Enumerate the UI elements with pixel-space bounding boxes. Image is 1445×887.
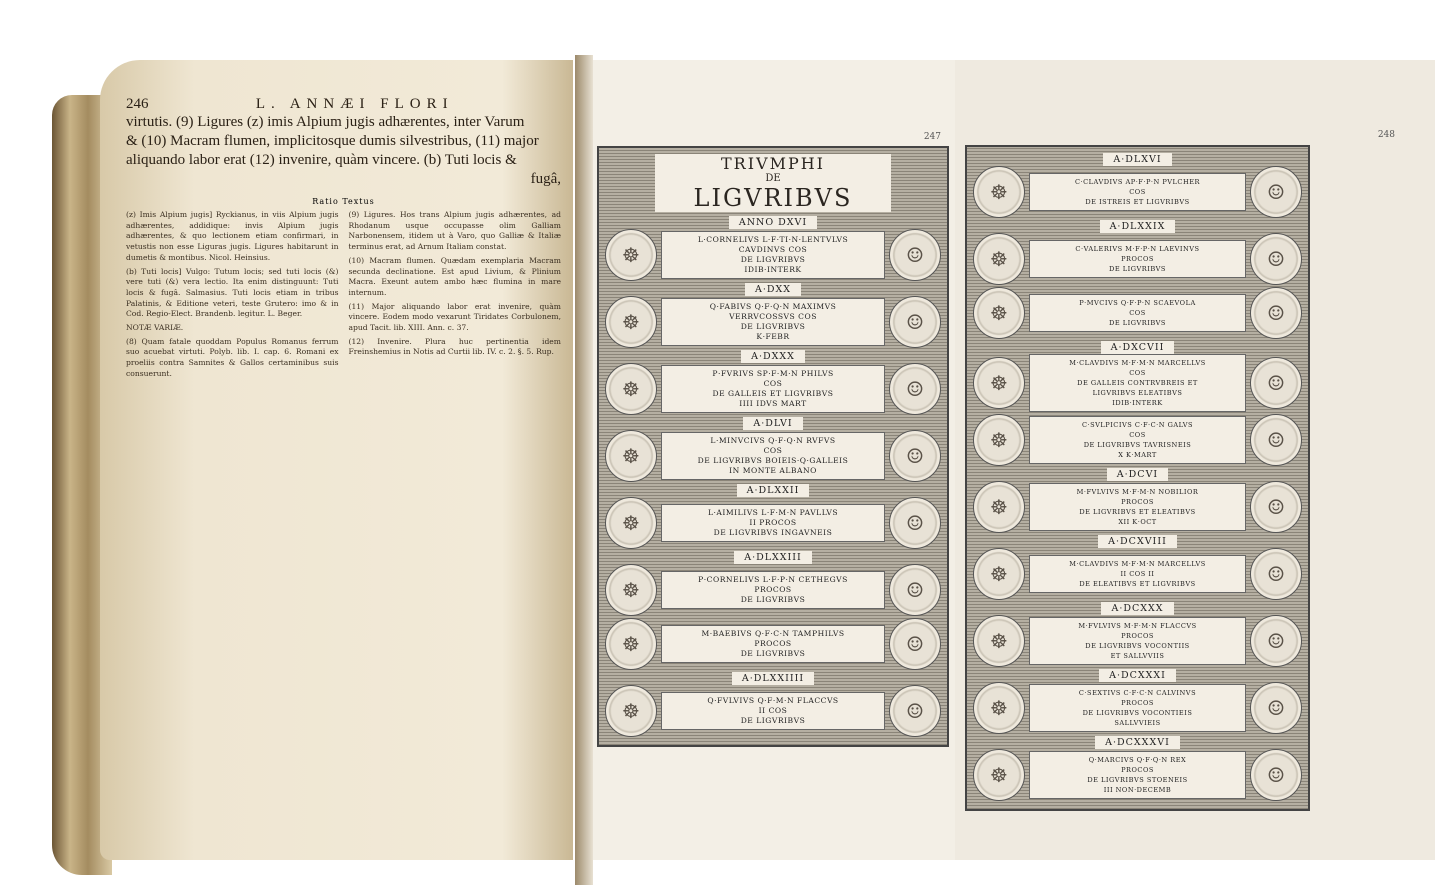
inscription-line: C·VALERIVS M·F·P·N LAEVINVS [1075, 245, 1200, 253]
triumph-entry [605, 417, 941, 482]
main-text-line: aliquando labor erat (12) invenire, quàm vincere. (b) Tuti locis & [126, 152, 517, 168]
inscription-line: II COS [758, 706, 788, 715]
inscription-line: DE GALLEIS CONTRVBREIS ET [1077, 379, 1198, 387]
entry-year: A·DCVI [1107, 468, 1168, 481]
triumph-entry [973, 414, 1302, 466]
engraved-plate-triumphs-continued [965, 145, 1310, 811]
entry-year: A·DCXXXVI [1095, 736, 1180, 749]
inscription-line: L·CORNELIVS L·F·TI·N·LENTVLVS [697, 235, 849, 244]
inscription-line: DE LIGVRIBVS ET ELEATIBVS [1079, 508, 1196, 516]
triumph-entry [605, 484, 941, 549]
entry-body [973, 615, 1302, 667]
inscription [661, 625, 885, 663]
coin-head-icon: ☺ [1250, 615, 1302, 667]
inscription-line: L·MINVCIVS Q·F·Q·N RVFVS [710, 436, 836, 445]
inscription-line: P·CORNELIVS L·F·P·N CETHEGVS [698, 575, 848, 584]
triumph-entry [973, 153, 1302, 218]
entry-year: A·DLXXIIII [732, 672, 814, 685]
coin-chariot-icon: ☸ [973, 166, 1025, 218]
entry-year: ANNO DXVI [729, 216, 817, 229]
title-line: LIGVRIBVS [693, 184, 853, 212]
inscription [1029, 751, 1246, 799]
inscription-line: DE LIGVRIBVS BOIEIS·Q·GALLEIS [697, 456, 849, 465]
coin-chariot-icon: ☸ [605, 685, 657, 737]
entry-body [605, 430, 941, 482]
gutter [575, 55, 593, 885]
plate-page-left [593, 60, 955, 860]
entry-year: A·DXXX [741, 350, 805, 363]
inscription-line: PROCOS [1121, 699, 1154, 707]
inscription-line: IDIB·INTERK [1112, 399, 1163, 407]
inscription-line: M·BAEBIVS Q·F·C·N TAMPHILVS [701, 629, 845, 638]
note-paragraph: (8) Quam fatale quoddam Populus Romanus ferrum suo acuebat virtuti. Polyb. lib. I. cap. 6. Romani ex proeliis contra Samnites & Gallos certaminibus suis consuerunt. [126, 336, 339, 378]
inscription-line: XII K·OCT [1118, 518, 1157, 526]
coin-head-icon: ☺ [889, 618, 941, 670]
triumph-entry [973, 535, 1302, 600]
inscription [661, 298, 885, 346]
inscription-line: IIII IDVS MART [739, 399, 807, 408]
inscription [1029, 416, 1246, 464]
inscription-line: DE ISTREIS ET LIGVRIBVS [1085, 198, 1190, 206]
inscription-line: P·FVRIVS SP·F·M·N PHILVS [712, 369, 834, 378]
entry-body [605, 229, 941, 281]
inscription-line: DE LIGVRIBVS [740, 716, 806, 725]
inscription-line: DE LIGVRIBVS STOENEIS [1087, 776, 1188, 784]
inscription-line: DE LIGVRIBVS VOCONTIIS [1085, 642, 1190, 650]
inscription-line: COS [763, 379, 783, 388]
coin-head-icon: ☺ [1250, 481, 1302, 533]
entry-body [605, 497, 941, 549]
inscription-line: III NON·DECEMB [1103, 786, 1172, 794]
coin-head-icon: ☺ [889, 685, 941, 737]
inscription-line: DE LIGVRIBVS INGAVNEIS [713, 528, 833, 537]
text-page [100, 60, 573, 860]
entry-body [973, 749, 1302, 801]
inscription [1029, 240, 1246, 278]
coin-chariot-icon: ☸ [973, 749, 1025, 801]
inscription-line: DE LIGVRIBVS [1109, 265, 1166, 273]
inscription-line: DE ELEATIBVS ET LIGVRIBVS [1079, 580, 1196, 588]
main-text [126, 113, 561, 189]
coin-chariot-icon: ☸ [973, 481, 1025, 533]
inscription-line: Q·FVLVIVS Q·F·M·N FLACCVS [707, 696, 839, 705]
inscription-line: DE LIGVRIBVS VOCONTIEIS [1082, 709, 1193, 717]
coin-chariot-icon: ☸ [605, 363, 657, 415]
inscription [1029, 294, 1246, 332]
coin-chariot-icon: ☸ [973, 615, 1025, 667]
inscription-line: SALLVVIEIS [1114, 719, 1161, 727]
inscription-line: DE LIGVRIBVS [740, 649, 806, 658]
plate-title [655, 154, 891, 212]
triumph-entry [973, 220, 1302, 285]
inscription-line: CAVDINVS COS [738, 245, 808, 254]
coin-chariot-icon: ☸ [605, 618, 657, 670]
note-paragraph: (12) Invenire. Plura huc pertinentia idem Freinshemius in Notis ad Curtii lib. IV. c. 2. §. 5. Rup. [348, 336, 561, 357]
inscription [1029, 354, 1246, 412]
inscription-line: DE GALLEIS ET LIGVRIBVS [712, 389, 834, 398]
entry-year: A·DCXXX [1101, 602, 1173, 615]
note-paragraph: (10) Macram flumen. Quædam exemplaria Macram secunda declinatione. Est apud Livium, & Plinium Macra. Exeunt autem ambo hæc flumina in mare internum. [348, 255, 561, 297]
triumph-entry [605, 350, 941, 415]
coin-head-icon: ☺ [1250, 749, 1302, 801]
entry-body [605, 618, 941, 670]
entry-body [973, 481, 1302, 533]
coin-head-icon: ☺ [889, 296, 941, 348]
title-line: DE [765, 173, 781, 184]
coin-head-icon: ☺ [1250, 357, 1302, 409]
inscription-line: COS [763, 446, 783, 455]
entry-body [605, 363, 941, 415]
entry-body [605, 564, 941, 616]
page-number: 246 [126, 96, 149, 112]
inscription-line: Q·MARCIVS Q·F·Q·N REX [1088, 756, 1187, 764]
coin-head-icon: ☺ [889, 229, 941, 281]
coin-head-icon: ☺ [889, 497, 941, 549]
inscription-line: II PROCOS [749, 518, 797, 527]
inscription-line: P·MVCIVS Q·F·P·N SCAEVOLA [1079, 299, 1196, 307]
coin-head-icon: ☺ [1250, 414, 1302, 466]
inscription-line: Q·FABIVS Q·F·Q·N MAXIMVS [709, 302, 837, 311]
inscription-line: DE LIGVRIBVS [740, 595, 806, 604]
inscription-line: PROCOS [1121, 498, 1154, 506]
triumph-entry [973, 468, 1302, 533]
inscription-line: IDIB·INTERK [744, 265, 802, 274]
foldout-plate-page [955, 60, 1435, 860]
entry-body [605, 685, 941, 737]
inscription-line: C·SEXTIVS C·F·C·N CALVINVS [1078, 689, 1197, 697]
inscription [1029, 483, 1246, 531]
inscription-line: M·FVLVIVS M·F·M·N NOBILIOR [1076, 488, 1199, 496]
inscription-line: DE LIGVRIBVS TAVRISNEIS [1083, 441, 1192, 449]
entry-body [973, 354, 1302, 412]
inscription-line: PROCOS [1121, 632, 1154, 640]
coin-chariot-icon: ☸ [973, 682, 1025, 734]
coin-chariot-icon: ☸ [973, 233, 1025, 285]
inscription-line: COS [1129, 369, 1146, 377]
note-paragraph: (b) Tuti locis] Vulgo: Tutum locis; sed tuti locis (&) vere tuti (&) vera lectio. Ita enim distinguunt: Tuti locis & fugâ. Salmasius. Tuti locis etiam in tribus Palatinis, & Editione veteri, teste Grutero: imo & in Cod. Regio-Elect. Brandenb. legitur. L. Beger. [126, 266, 339, 319]
inscription-line: M·FVLVIVS M·F·M·N FLACCVS [1078, 622, 1197, 630]
coin-head-icon: ☺ [1250, 166, 1302, 218]
entry-year: A·DLXXIII [734, 551, 812, 564]
inscription-line: PROCOS [754, 639, 792, 648]
page-header [126, 96, 561, 113]
entry-year: A·DXCVII [1101, 341, 1175, 354]
note-paragraph: NOTÆ VARIÆ. [126, 323, 184, 333]
triumph-entry [605, 283, 941, 348]
inscription-line: X K·MART [1118, 451, 1157, 459]
main-text-line: fugâ, [530, 171, 561, 187]
triumph-entry [973, 602, 1302, 667]
inscription-line: DE LIGVRIBVS [1109, 319, 1166, 327]
inscription-line: DE LIGVRIBVS [740, 322, 806, 331]
inscription-line: K·FEBR [756, 332, 790, 341]
inscription-line: PROCOS [754, 585, 792, 594]
inscription-line: COS [1129, 309, 1146, 317]
coin-chariot-icon: ☸ [973, 414, 1025, 466]
entry-body [973, 233, 1302, 285]
entry-body [973, 414, 1302, 466]
inscription [661, 432, 885, 480]
inscription-line: LIGVRIBVS ELEATIBVS [1092, 389, 1183, 397]
open-book [40, 55, 1435, 887]
title-line: TRIVMPHI [720, 154, 825, 173]
inscription-line: IN MONTE ALBANO [729, 466, 817, 475]
entry-body [973, 548, 1302, 600]
coin-head-icon: ☺ [1250, 548, 1302, 600]
inscription [661, 504, 885, 542]
coin-head-icon: ☺ [1250, 682, 1302, 734]
coin-chariot-icon: ☸ [605, 497, 657, 549]
page-number: 247 [923, 132, 941, 142]
entry-body [973, 287, 1302, 339]
coin-chariot-icon: ☸ [605, 229, 657, 281]
triumph-entry [973, 341, 1302, 412]
note-paragraph: (9) Ligures. Hos trans Alpium jugis adhærentes, ad Rhodanum usque occupasse olim Galliam Narbonensem, itidem ut à Varo, quo Galliæ & Italiæ terminus erat, ad Arnum Italiam constat. [348, 210, 561, 252]
coin-chariot-icon: ☸ [605, 296, 657, 348]
inscription [1029, 173, 1246, 211]
inscription [1029, 684, 1246, 732]
entry-year: A·DLXXIX [1100, 220, 1176, 233]
inscription-line: COS [1129, 188, 1146, 196]
main-text-line: & (10) Macram flumen, implicitosque dumis silvestribus, (11) major [126, 133, 539, 149]
coin-head-icon: ☺ [889, 430, 941, 482]
inscription-line: M·CLAVDIVS M·F·M·N MARCELLVS [1069, 359, 1206, 367]
page-number: 248 [1377, 130, 1395, 140]
inscription-line: PROCOS [1121, 255, 1154, 263]
inscription [661, 692, 885, 730]
inscription-line: ET SALLVVIIS [1110, 652, 1165, 660]
coin-chariot-icon: ☸ [605, 564, 657, 616]
main-text-line: virtutis. (9) Ligures (z) imis Alpium jugis adhærentes, inter Varum [126, 114, 525, 130]
notes-heading: Ratio Textus [312, 197, 375, 206]
inscription [661, 231, 885, 279]
entry-year: A·DCXXXI [1099, 669, 1176, 682]
coin-chariot-icon: ☸ [605, 430, 657, 482]
triumph-entry [605, 618, 941, 670]
coin-chariot-icon: ☸ [973, 548, 1025, 600]
triumph-entry [973, 669, 1302, 734]
inscription-line: C·SVLPICIVS C·F·C·N GALVS [1081, 421, 1194, 429]
entry-year: A·DCXVIII [1098, 535, 1177, 548]
inscription-line: DE LIGVRIBVS [740, 255, 806, 264]
triumph-entry [605, 551, 941, 616]
inscription [661, 365, 885, 413]
coin-head-icon: ☺ [889, 564, 941, 616]
entry-body [973, 682, 1302, 734]
coin-head-icon: ☺ [1250, 287, 1302, 339]
running-head: L. ANNÆI FLORI [255, 96, 454, 112]
coin-chariot-icon: ☸ [973, 287, 1025, 339]
entry-body [605, 296, 941, 348]
triumph-entry [973, 736, 1302, 801]
entry-year: A·DLVI [743, 417, 802, 430]
coin-head-icon: ☺ [1250, 233, 1302, 285]
inscription-line: M·CLAVDIVS M·F·M·N MARCELLVS [1069, 560, 1206, 568]
inscription-line: VERRVCOSSVS COS [729, 312, 817, 321]
inscription-line: L·AIMILIVS L·F·M·N PAVLLVS [707, 508, 839, 517]
entry-year: A·DXX [745, 283, 801, 296]
engraved-plate-triumphs [597, 146, 949, 747]
coin-chariot-icon: ☸ [973, 357, 1025, 409]
inscription [661, 571, 885, 609]
inscription-line: PROCOS [1121, 766, 1154, 774]
entry-year: A·DLXVI [1103, 153, 1171, 166]
triumph-entry [605, 216, 941, 281]
inscription [1029, 617, 1246, 665]
triumph-entry [973, 287, 1302, 339]
entry-body [973, 166, 1302, 218]
note-paragraph: (11) Major aliquando labor erat invenire, quàm vincere. Eodem modo vexarunt Tiridates Corbulonem, apud Tacit. lib. XIII. Ann. c. 37. [348, 301, 561, 333]
inscription-line: II COS II [1120, 570, 1155, 578]
notes [126, 210, 561, 380]
inscription-line: C·CLAVDIVS AP·F·P·N PVLCHER [1074, 178, 1201, 186]
entry-year: A·DLXXII [737, 484, 810, 497]
coin-head-icon: ☺ [889, 363, 941, 415]
inscription [1029, 555, 1246, 593]
triumph-entry [605, 672, 941, 737]
note-paragraph: (z) Imis Alpium jugis] Ryckianus, in viis Alpium jugis adhærentes, addidique: invis Alpium jugis adhærentes, & quo lectionem etiam confirmari, in vetustis non esse Liguras jugis. Ligures habitarunt in dumetis & montibus. Nicol. Heinsius. [126, 210, 339, 262]
inscription-line: COS [1129, 431, 1146, 439]
